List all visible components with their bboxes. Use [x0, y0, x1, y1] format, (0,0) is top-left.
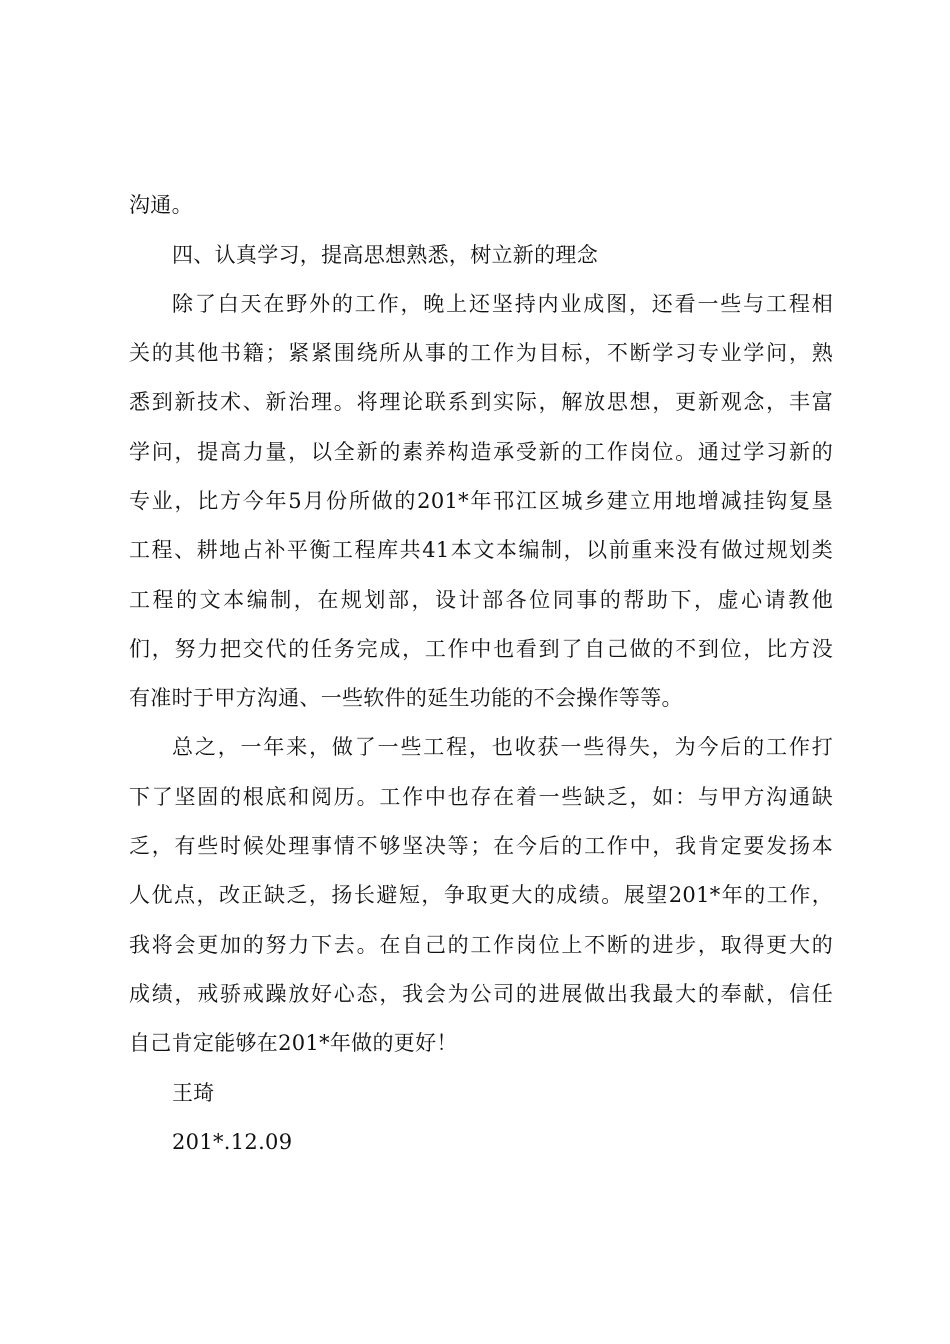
- text-line-10: 们，努力把交代的任务完成，工作中也看到了自己做的不到位，比方没: [129, 637, 833, 661]
- text-line-11: 有准时于甲方沟通、一些软件的延生功能的不会操作等等。: [129, 686, 683, 710]
- text-line-15: 人优点，改正缺乏，扬长避短，争取更大的成绩。展望201*年的工作，: [129, 883, 833, 907]
- text-line-16: 我将会更加的努力下去。在自己的工作岗位上不断的进步，取得更大的: [129, 933, 833, 957]
- text-line-13: 下了坚固的根底和阅历。工作中也存在着一些缺乏，如：与甲方沟通缺: [129, 785, 833, 809]
- document-date: 201*.12.09: [172, 1130, 293, 1154]
- text-line-14: 乏，有些时候处理事情不够坚决等；在今后的工作中，我肯定要发扬本: [129, 834, 833, 858]
- text-line-12: 总之，一年来，做了一些工程，也收获一些得失，为今后的工作打: [172, 735, 833, 759]
- text-line-8: 工程、耕地占补平衡工程库共41本文本编制，以前重来没有做过规划类: [129, 538, 833, 562]
- section-heading: 四、认真学习，提高思想熟悉，树立新的理念: [172, 243, 598, 267]
- text-line-18: 自己肯定能够在201*年做的更好！: [129, 1031, 458, 1055]
- text-line-7: 专业，比方今年5月份所做的201*年邗江区城乡建立用地增减挂钩复垦: [129, 489, 833, 513]
- author-name: 王琦: [172, 1081, 215, 1105]
- text-line-4: 关的其他书籍；紧紧围绕所从事的工作为目标，不断学习专业学问，熟: [129, 341, 833, 365]
- text-line-5: 悉到新技术、新治理。将理论联系到实际，解放思想，更新观念，丰富: [129, 390, 833, 414]
- text-line-3: 除了白天在野外的工作，晚上还坚持内业成图，还看一些与工程相: [172, 292, 833, 316]
- text-line-1: 沟通。: [129, 193, 193, 217]
- text-line-17: 成绩，戒骄戒躁放好心态，我会为公司的进展做出我最大的奉献，信任: [129, 982, 833, 1006]
- text-line-6: 学问，提高力量，以全新的素养构造承受新的工作岗位。通过学习新的: [129, 440, 833, 464]
- text-line-9: 工程的文本编制，在规划部，设计部各位同事的帮助下，虚心请教他: [129, 588, 833, 612]
